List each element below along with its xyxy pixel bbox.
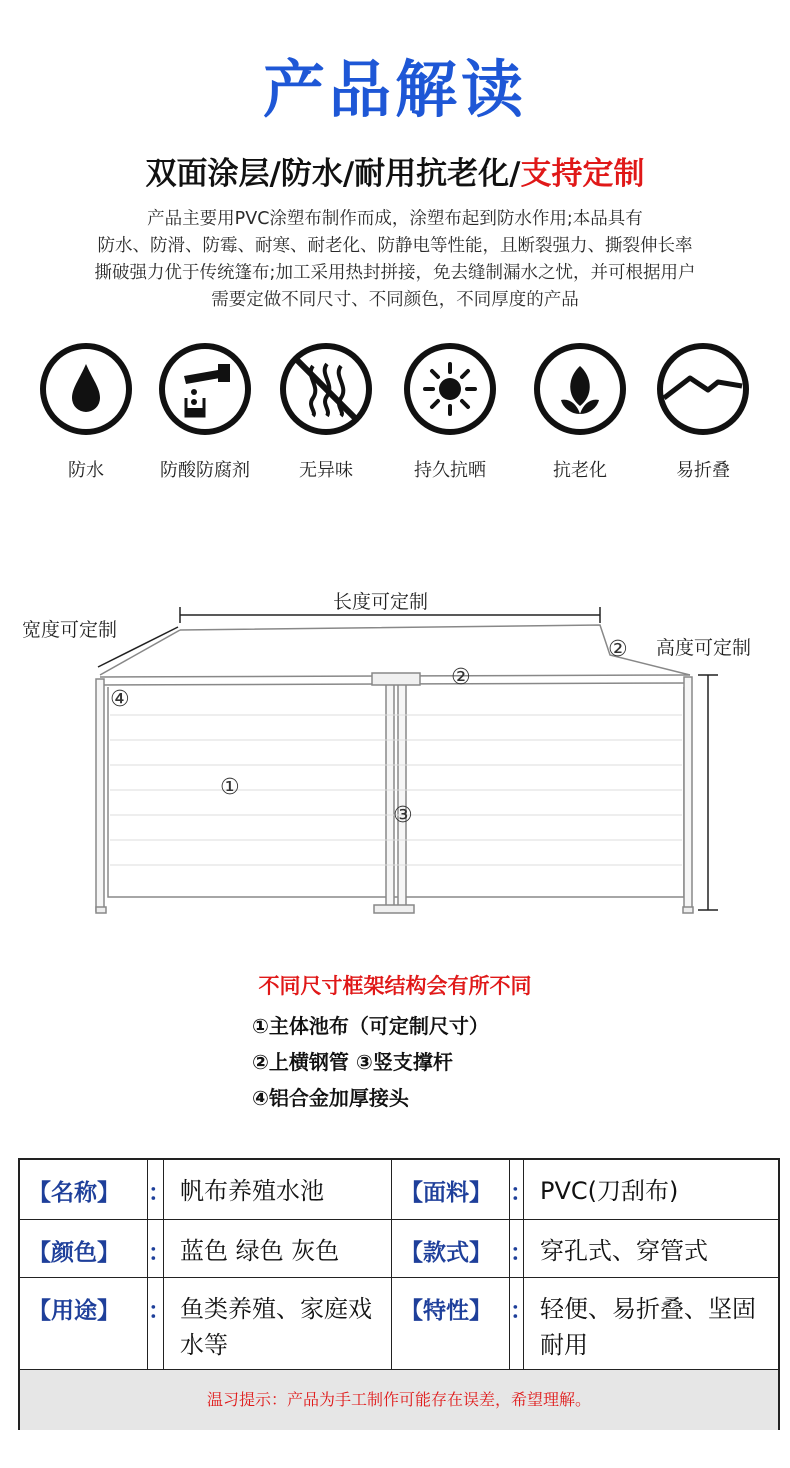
- feature-label: 持久抗晒: [414, 460, 486, 481]
- feature-acid-proof: [150, 340, 260, 480]
- spec-value: PVC(刀刮布): [540, 1177, 679, 1205]
- feature-foldable: [648, 340, 758, 480]
- spec-key: 【面料】: [392, 1160, 510, 1219]
- table-row: [20, 1220, 778, 1278]
- feature-label: 无异味: [299, 460, 353, 481]
- intro-line: 撕破强力优于传统篷布;加工采用热封拼接，免去缝制漏水之忧，并可根据用户: [94, 263, 696, 283]
- spec-colon: ：: [148, 1220, 164, 1277]
- pool-frame-drawing: [0, 575, 790, 935]
- parts-item: ②上横钢管 ③竖支撑杆: [252, 1050, 453, 1074]
- spec-key: 【用途】: [20, 1278, 148, 1369]
- spec-colon: ：: [148, 1278, 164, 1369]
- feature-anti-aging: [525, 340, 635, 480]
- intro-line: 产品主要用PVC涂塑布制作而成，涂塑布起到防水作用;本品具有: [147, 209, 643, 229]
- spec-value: 轻便、易折叠、坚固耐用: [540, 1295, 756, 1359]
- feature-no-odor: [271, 340, 381, 480]
- spec-colon: ：: [510, 1160, 524, 1219]
- subtitle-highlight: 支持定制: [520, 156, 645, 192]
- subtitle-main: 双面涂层/防水/耐用抗老化/: [145, 156, 521, 192]
- intro-text: [20, 206, 770, 314]
- feature-waterproof: [31, 340, 141, 480]
- spec-key: 【颜色】: [20, 1220, 148, 1277]
- page-subtitle: [0, 148, 790, 193]
- feature-label: 抗老化: [553, 460, 607, 481]
- spec-table: [18, 1158, 780, 1430]
- spec-value: 蓝色 绿色 灰色: [164, 1220, 392, 1277]
- fold-line-icon: [656, 342, 750, 436]
- part-number-4: ④: [110, 687, 130, 712]
- spec-key: 【款式】: [392, 1220, 510, 1277]
- feature-sun-resistant: [395, 340, 505, 480]
- spec-value: 穿孔式、穿管式: [540, 1237, 708, 1265]
- spec-colon: ：: [148, 1160, 164, 1219]
- sun-icon: [403, 342, 497, 436]
- part-number-1: ①: [220, 775, 240, 800]
- spec-key: 【特性】: [392, 1278, 510, 1369]
- spec-colon: ：: [510, 1278, 524, 1369]
- part-number-2: ②: [451, 665, 471, 690]
- table-row: [20, 1160, 778, 1220]
- pool-diagram: [0, 575, 790, 935]
- height-label: 高度可定制: [656, 637, 752, 659]
- leaf-icon: [533, 342, 627, 436]
- tip-note: 温习提示：产品为手工制作可能存在误差，希望理解。: [20, 1370, 778, 1430]
- intro-line: 防水、防滑、防霉、耐寒、耐老化、防静电等性能，且断裂强力、撕裂伸长率: [97, 236, 693, 256]
- feature-label: 防水: [68, 460, 104, 481]
- feature-label: 防酸防腐剂: [160, 460, 250, 481]
- length-label: 长度可定制: [333, 591, 429, 613]
- part-number-2: ②: [608, 637, 628, 662]
- spec-value: 帆布养殖水池: [164, 1160, 392, 1219]
- feature-label: 易折叠: [676, 460, 730, 481]
- part-number-3: ③: [393, 803, 413, 828]
- spec-colon: ：: [510, 1220, 524, 1277]
- page-title: 产品解读: [262, 53, 527, 126]
- no-odor-icon: [279, 342, 373, 436]
- parts-list: [252, 1008, 652, 1116]
- acid-beaker-icon: [158, 342, 252, 436]
- table-row: [20, 1278, 778, 1370]
- parts-item: ④铝合金加厚接头: [252, 1086, 409, 1110]
- water-drop-icon: [39, 342, 133, 436]
- width-label: 宽度可定制: [22, 619, 118, 641]
- spec-value: 鱼类养殖、家庭戏水等: [164, 1278, 392, 1369]
- spec-key: 【名称】: [20, 1160, 148, 1219]
- parts-item: ①主体池布（可定制尺寸）: [252, 1014, 489, 1038]
- intro-line: 需要定做不同尺寸、不同颜色，不同厚度的产品: [211, 290, 579, 310]
- frame-notice: 不同尺寸框架结构会有所不同: [258, 974, 532, 998]
